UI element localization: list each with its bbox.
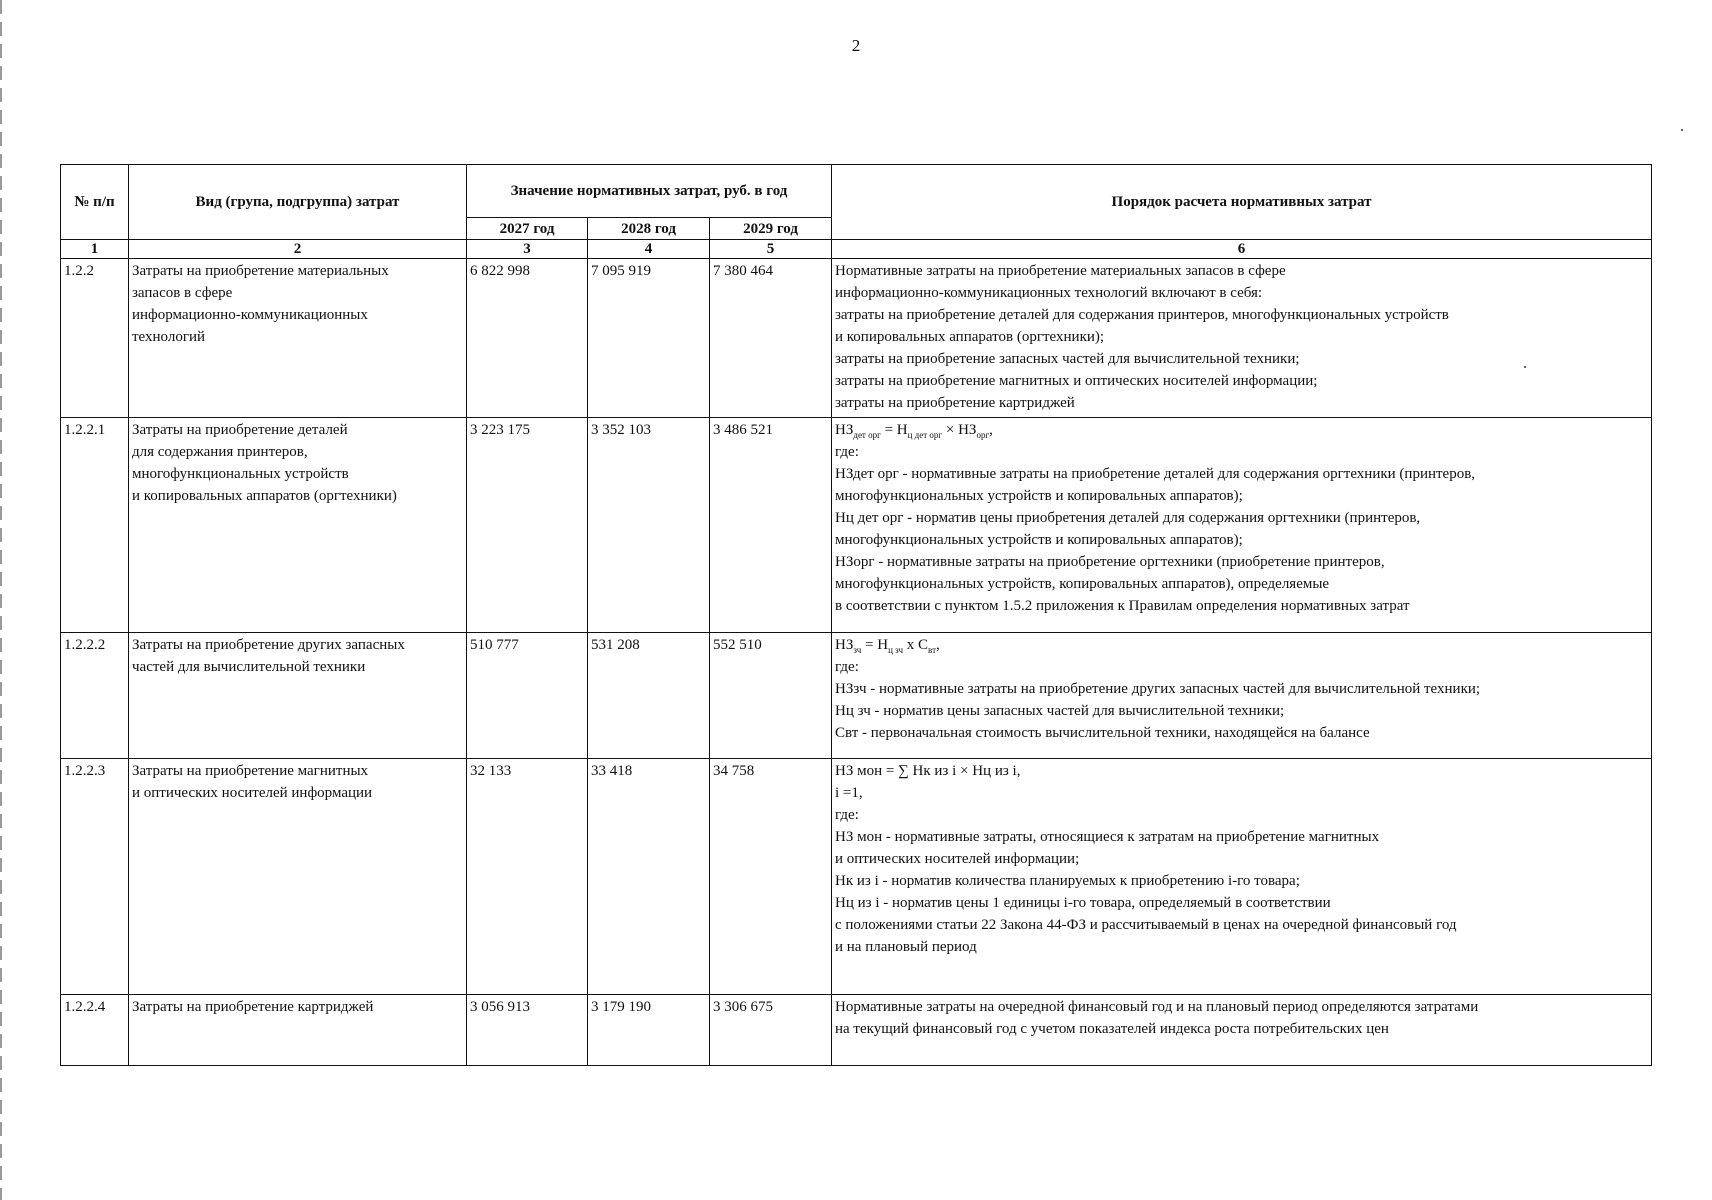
method-line: НЗ мон - нормативные затраты, относящиеся к затратам на приобретение магнитных <box>835 829 1380 845</box>
value-2029: 34 758 <box>710 759 832 995</box>
method-line: и на плановый период <box>835 939 977 955</box>
method-line: и оптических носителей информации; <box>835 851 1080 867</box>
row-method <box>832 995 1652 1066</box>
method-line: Нормативные затраты на приобретение материальных запасов в сфере <box>835 263 1286 279</box>
formula-subscript: ц дет орг <box>907 430 943 440</box>
method-line: Нц дет орг - норматив цены приобретения деталей для содержания оргтехники (принтеров, <box>835 510 1421 526</box>
column-number: 4 <box>588 240 710 259</box>
column-number: 5 <box>710 240 832 259</box>
value-2028: 7 095 919 <box>588 259 710 418</box>
table-row <box>61 995 1652 1066</box>
method-line: где: <box>835 659 859 675</box>
column-number: 2 <box>129 240 467 259</box>
row-name-line: и копировальных аппаратов (оргтехники) <box>132 488 397 504</box>
row-name <box>129 995 467 1066</box>
row-name-line: запасов в сфере <box>132 285 233 301</box>
column-number: 3 <box>467 240 588 259</box>
row-method <box>832 259 1652 418</box>
method-line: на текущий финансовый год с учетом показателей индекса роста потребительских цен <box>835 1021 1389 1037</box>
method-line: информационно-коммуникационных технологий включают в себя: <box>835 285 1263 301</box>
formula-part: = Н <box>880 422 908 438</box>
row-name-line: для содержания принтеров, <box>132 444 308 460</box>
row-method <box>832 633 1652 759</box>
method-line: и копировальных аппаратов (оргтехники); <box>835 329 1105 345</box>
row-num: 1.2.2.3 <box>61 759 129 995</box>
row-name-line: информационно-коммуникационных <box>132 307 368 323</box>
row-num: 1.2.2.4 <box>61 995 129 1066</box>
formula-subscript: зч <box>853 645 862 655</box>
row-name <box>129 418 467 633</box>
row-name <box>129 759 467 995</box>
column-number: 6 <box>832 240 1652 259</box>
method-line: где: <box>835 444 859 460</box>
formula <box>835 419 1648 441</box>
row-name-line: Затраты на приобретение магнитных <box>132 763 369 779</box>
method-line: НЗ мон = ∑ Нк из i × Нц из i, <box>835 763 1021 779</box>
formula-part: = Н <box>861 637 889 653</box>
method-line: затраты на приобретение магнитных и оптических носителей информации; <box>835 373 1318 389</box>
formula-part: × НЗ <box>942 422 977 438</box>
row-name-line: и оптических носителей информации <box>132 785 373 801</box>
row-num: 1.2.2.1 <box>61 418 129 633</box>
method-line: затраты на приобретение деталей для содержания принтеров, многофункциональных устройств <box>835 307 1449 323</box>
header-year-2027: 2027 год <box>467 218 588 240</box>
table-row <box>61 418 1652 633</box>
value-2029: 3 486 521 <box>710 418 832 633</box>
page-number: 2 <box>851 36 861 55</box>
method-line: затраты на приобретение запасных частей для вычислительной техники; <box>835 351 1300 367</box>
method-line: Нк из i - норматив количества планируемых к приобретению i-го товара; <box>835 873 1300 889</box>
header-method: Порядок расчета нормативных затрат <box>832 165 1652 240</box>
method-line: затраты на приобретение картриджей <box>835 395 1075 411</box>
formula-part: х С <box>903 637 929 653</box>
row-name-line: технологий <box>132 329 206 345</box>
method-line: многофункциональных устройств, копировальных аппаратов), определяемые <box>835 576 1330 592</box>
value-2027: 3 056 913 <box>467 995 588 1066</box>
row-name <box>129 633 467 759</box>
row-name-line: Затраты на приобретение картриджей <box>132 999 374 1015</box>
method-line: Нц из i - норматив цены 1 единицы i-го товара, определяемый в соответствии <box>835 895 1331 911</box>
value-2028: 3 352 103 <box>588 418 710 633</box>
method-line: многофункциональных устройств и копировальных аппаратов); <box>835 532 1243 548</box>
method-line: в соответствии с пунктом 1.5.2 приложения к Правилам определения нормативных затрат <box>835 598 1410 614</box>
formula-part: , <box>936 637 940 653</box>
formula-subscript: ц зч <box>888 645 904 655</box>
method-line: многофункциональных устройств и копировальных аппаратов); <box>835 488 1243 504</box>
value-2028: 3 179 190 <box>588 995 710 1066</box>
header-num: № п/п <box>61 165 129 240</box>
method-line: Нц зч - норматив цены запасных частей для вычислительной техники; <box>835 703 1285 719</box>
row-num: 1.2.2.2 <box>61 633 129 759</box>
row-method <box>832 759 1652 995</box>
row-name-line: Затраты на приобретение деталей <box>132 422 348 438</box>
formula <box>835 634 1648 656</box>
method-line: НЗзч - нормативные затраты на приобретение других запасных частей для вычислительной техники; <box>835 681 1481 697</box>
formula-subscript: орг <box>976 430 990 440</box>
table-row <box>61 259 1652 418</box>
formula-subscript: дет орг <box>853 430 881 440</box>
value-2027: 3 223 175 <box>467 418 588 633</box>
header-year-2028: 2028 год <box>588 218 710 240</box>
formula-subscript: вт <box>928 645 937 655</box>
formula-part: , <box>989 422 993 438</box>
value-2028: 33 418 <box>588 759 710 995</box>
value-2028: 531 208 <box>588 633 710 759</box>
table-row <box>61 759 1652 995</box>
row-num: 1.2.2 <box>61 259 129 418</box>
row-name-line: частей для вычислительной техники <box>132 659 366 675</box>
method-line: Нормативные затраты на очередной финансовый год и на плановый период определяются затратами <box>835 999 1479 1015</box>
row-method <box>832 418 1652 633</box>
cost-norms-table <box>60 164 1652 1066</box>
value-2027: 32 133 <box>467 759 588 995</box>
value-2029: 552 510 <box>710 633 832 759</box>
value-2029: 3 306 675 <box>710 995 832 1066</box>
row-name-line: Затраты на приобретение материальных <box>132 263 389 279</box>
method-line: Свт - первоначальная стоимость вычислительной техники, находящейся на балансе <box>835 725 1370 741</box>
header-type: Вид (група, подгруппа) затрат <box>129 165 467 240</box>
scan-speck <box>1681 129 1683 131</box>
row-name-line: Затраты на приобретение других запасных <box>132 637 405 653</box>
header-year-2029: 2029 год <box>710 218 832 240</box>
value-2027: 6 822 998 <box>467 259 588 418</box>
row-name <box>129 259 467 418</box>
column-number: 1 <box>61 240 129 259</box>
column-number-row <box>61 240 1652 259</box>
header-values-group: Значение нормативных затрат, руб. в год <box>467 165 832 218</box>
value-2029: 7 380 464 <box>710 259 832 418</box>
row-name-line: многофункциональных устройств <box>132 466 349 482</box>
method-line: НЗорг - нормативные затраты на приобретение оргтехники (приобретение принтеров, <box>835 554 1385 570</box>
scan-left-edge <box>0 0 2 1200</box>
formula-part: НЗ <box>835 422 854 438</box>
method-line: i =1, <box>835 785 863 801</box>
method-line: где: <box>835 807 859 823</box>
formula-part: НЗ <box>835 637 854 653</box>
method-line: с положениями статьи 22 Закона 44-ФЗ и рассчитываемый в ценах на очередной финансовый год <box>835 917 1457 933</box>
method-line: НЗдет орг - нормативные затраты на приобретение деталей для содержания оргтехники (принтеров, <box>835 466 1476 482</box>
value-2027: 510 777 <box>467 633 588 759</box>
table-row <box>61 633 1652 759</box>
